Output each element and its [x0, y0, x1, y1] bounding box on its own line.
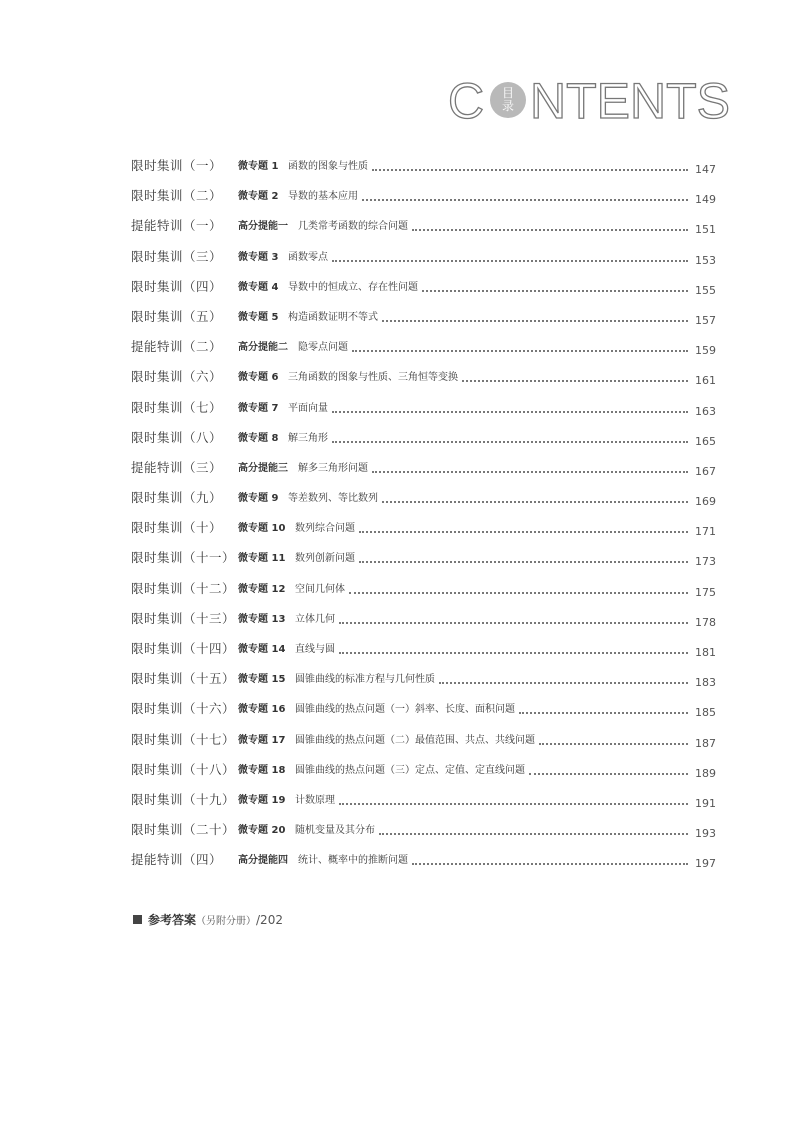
- toc-title: 等差数列、等比数列: [288, 491, 382, 507]
- toc-series: 限时集训（三）: [131, 248, 223, 264]
- toc-row[interactable]: [131, 640, 716, 670]
- toc-page: 181: [695, 646, 716, 659]
- toc-topic: 微专题 11: [238, 553, 286, 565]
- toc-topic: 微专题 8: [238, 432, 279, 444]
- dot-leader: [332, 432, 688, 443]
- contents-c-letter: C: [448, 73, 485, 129]
- dot-leader: [359, 522, 688, 533]
- toc-topic: 微专题 13: [238, 613, 286, 625]
- toc-title: 几类常考函数的综合问题: [298, 219, 412, 235]
- toc-row[interactable]: [131, 157, 716, 187]
- answers-entry[interactable]: [133, 912, 283, 930]
- toc-row[interactable]: [131, 580, 716, 610]
- toc-row[interactable]: [131, 429, 716, 459]
- dot-leader: [439, 673, 688, 684]
- toc-page: 155: [695, 283, 716, 297]
- badge-char-bottom: 录: [501, 99, 514, 113]
- dot-leader: [362, 190, 688, 201]
- toc-title: 圆锥曲线的热点问题（三）定点、定值、定直线问题: [295, 763, 529, 779]
- toc-title: 直线与圆: [295, 642, 339, 658]
- toc-title: 数列创新问题: [295, 551, 359, 567]
- toc-title: 空间几何体: [295, 582, 349, 598]
- dot-leader: [412, 854, 688, 865]
- toc-topic: 微专题 15: [238, 674, 286, 686]
- badge-char-top: 目: [501, 86, 514, 100]
- toc-row[interactable]: [131, 731, 716, 761]
- toc-row[interactable]: [131, 399, 716, 429]
- toc-topic: 微专题 10: [238, 523, 286, 535]
- toc-series: 提能特训（二）: [131, 339, 223, 355]
- dot-leader: [332, 402, 688, 413]
- dot-leader: [412, 220, 688, 231]
- toc-topic: 微专题 17: [238, 734, 286, 746]
- dot-leader: [339, 613, 688, 624]
- toc-row[interactable]: [131, 248, 716, 278]
- toc-topic: 微专题 7: [238, 402, 279, 414]
- toc-page: 183: [695, 676, 716, 690]
- toc-page: 149: [695, 193, 716, 207]
- toc-row[interactable]: [131, 338, 716, 368]
- dot-leader: [339, 794, 688, 805]
- toc-series: 提能特训（三）: [131, 459, 223, 475]
- toc-title: 平面向量: [288, 401, 332, 417]
- mulu-badge: [490, 82, 526, 118]
- toc-page: 163: [695, 404, 716, 418]
- answers-note: （另附分册）: [196, 916, 257, 927]
- toc-title: 导数的基本应用: [288, 189, 362, 205]
- toc-title: 数列综合问题: [295, 521, 359, 537]
- toc-page: 193: [695, 827, 716, 841]
- toc-series: 限时集训（六）: [131, 369, 223, 385]
- toc-title: 函数的图象与性质: [288, 159, 372, 175]
- toc-series: 限时集训（五）: [131, 308, 223, 324]
- toc-page: 185: [695, 706, 716, 720]
- toc-row[interactable]: [131, 851, 716, 881]
- dot-leader: [352, 341, 688, 352]
- toc-row[interactable]: [131, 821, 716, 851]
- toc-page: 161: [695, 374, 716, 388]
- toc-title: 随机变量及其分布: [295, 823, 379, 839]
- toc-title: 圆锥曲线的标准方程与几何性质: [295, 672, 439, 688]
- toc-topic: 微专题 3: [238, 251, 279, 263]
- toc-title: 统计、概率中的推断问题: [298, 853, 412, 869]
- toc-list: [131, 157, 716, 882]
- dot-leader: [422, 281, 688, 292]
- toc-page: 147: [695, 163, 716, 176]
- toc-row[interactable]: [131, 761, 716, 791]
- toc-page: 175: [695, 585, 716, 599]
- toc-page: 157: [695, 313, 716, 327]
- toc-row[interactable]: [131, 519, 716, 549]
- toc-series: 限时集训（四）: [131, 278, 223, 294]
- toc-series: 限时集训（十八）: [131, 761, 236, 777]
- toc-topic: 微专题 6: [238, 372, 279, 384]
- toc-topic: 微专题 4: [238, 281, 279, 293]
- toc-title: 圆锥曲线的热点问题（一）斜率、长度、面积问题: [295, 702, 519, 718]
- toc-series: 限时集训（八）: [131, 429, 223, 445]
- dot-leader: [372, 462, 688, 473]
- toc-row[interactable]: [131, 308, 716, 338]
- toc-series: 限时集训（十七）: [131, 731, 236, 747]
- dot-leader: [382, 311, 688, 322]
- toc-topic: 微专题 18: [238, 764, 286, 776]
- toc-page: 159: [695, 344, 716, 358]
- toc-series: 限时集训（十六）: [131, 701, 236, 717]
- toc-series: 限时集训（二十）: [131, 822, 236, 838]
- toc-row[interactable]: [131, 610, 716, 640]
- toc-topic: 微专题 14: [238, 644, 286, 655]
- toc-series: 限时集训（一）: [131, 158, 223, 173]
- toc-topic: 高分提能四: [238, 855, 288, 867]
- toc-row[interactable]: [131, 489, 716, 519]
- toc-row[interactable]: [131, 368, 716, 398]
- dot-leader: [332, 251, 688, 262]
- toc-title: 导数中的恒成立、存在性问题: [288, 280, 422, 296]
- square-bullet-icon: [133, 915, 142, 924]
- toc-title: 圆锥曲线的热点问题（二）最值范围、共点、共线问题: [295, 733, 539, 749]
- toc-series: 限时集训（七）: [131, 399, 223, 415]
- answers-label: 参考答案: [148, 913, 197, 927]
- toc-row[interactable]: [131, 549, 716, 579]
- toc-page: 191: [695, 796, 716, 810]
- dot-leader: [539, 734, 688, 745]
- toc-row[interactable]: [131, 700, 716, 730]
- toc-page: 167: [695, 464, 716, 478]
- toc-title: 解三角形: [288, 431, 332, 447]
- toc-row[interactable]: [131, 459, 716, 489]
- toc-page: 173: [695, 555, 716, 569]
- toc-row[interactable]: [131, 217, 716, 247]
- toc-title: 立体几何: [295, 612, 339, 628]
- dot-leader: [529, 764, 688, 775]
- toc-series: 限时集训（十四）: [131, 641, 236, 656]
- toc-topic: 微专题 5: [238, 311, 279, 323]
- toc-page: 189: [695, 766, 716, 780]
- toc-topic: 高分提能三: [238, 462, 288, 474]
- dot-leader: [379, 824, 688, 835]
- toc-topic: 微专题 12: [238, 583, 286, 595]
- toc-page: 153: [695, 253, 716, 267]
- toc-series: 限时集训（九）: [131, 490, 223, 506]
- toc-title: 函数零点: [288, 250, 332, 266]
- toc-title: 构造函数证明不等式: [288, 310, 382, 326]
- toc-title: 三角函数的图象与性质、三角恒等变换: [288, 370, 462, 386]
- dot-leader: [519, 703, 688, 714]
- toc-page: 169: [695, 495, 716, 509]
- dot-leader: [382, 492, 688, 503]
- toc-series: 限时集训（二）: [131, 188, 223, 204]
- dot-leader: [372, 160, 688, 171]
- toc-topic: 微专题 9: [238, 493, 279, 505]
- toc-topic: 微专题 1: [238, 161, 279, 172]
- toc-series: 提能特训（一）: [131, 218, 223, 234]
- toc-series: 限时集训（十九）: [131, 791, 236, 807]
- toc-page: 178: [695, 615, 716, 629]
- dot-leader: [339, 643, 688, 654]
- toc-page: 197: [695, 857, 716, 871]
- toc-title: 计数原理: [295, 793, 339, 809]
- toc-series: 限时集训（十二）: [131, 580, 236, 596]
- toc-row[interactable]: [131, 187, 716, 217]
- toc-topic: 高分提能二: [238, 342, 288, 354]
- toc-topic: 高分提能一: [238, 221, 288, 233]
- toc-topic: 微专题 16: [238, 704, 286, 716]
- toc-row[interactable]: [131, 278, 716, 308]
- toc-series: 限时集训（十五）: [131, 671, 236, 687]
- contents-header: [448, 70, 728, 130]
- toc-topic: 微专题 20: [238, 825, 286, 837]
- contents-rest-letters: NTENTS: [530, 73, 730, 129]
- toc-page: 187: [695, 736, 716, 750]
- toc-series: 限时集训（十）: [131, 520, 223, 536]
- toc-page: 171: [695, 525, 716, 539]
- answers-page: /202: [256, 913, 283, 927]
- toc-series: 限时集训（十一）: [131, 550, 236, 566]
- toc-row[interactable]: [131, 791, 716, 821]
- dot-leader: [349, 583, 688, 594]
- toc-title: 解多三角形问题: [298, 461, 372, 477]
- toc-topic: 微专题 2: [238, 191, 279, 203]
- toc-series: 限时集训（十三）: [131, 610, 236, 626]
- toc-page: 165: [695, 434, 716, 448]
- dot-leader: [462, 371, 688, 382]
- toc-series: 提能特训（四）: [131, 852, 223, 868]
- toc-row[interactable]: [131, 670, 716, 700]
- toc-title: 隐零点问题: [298, 340, 352, 356]
- dot-leader: [359, 552, 688, 563]
- toc-page: 151: [695, 223, 716, 237]
- toc-topic: 微专题 19: [238, 794, 286, 806]
